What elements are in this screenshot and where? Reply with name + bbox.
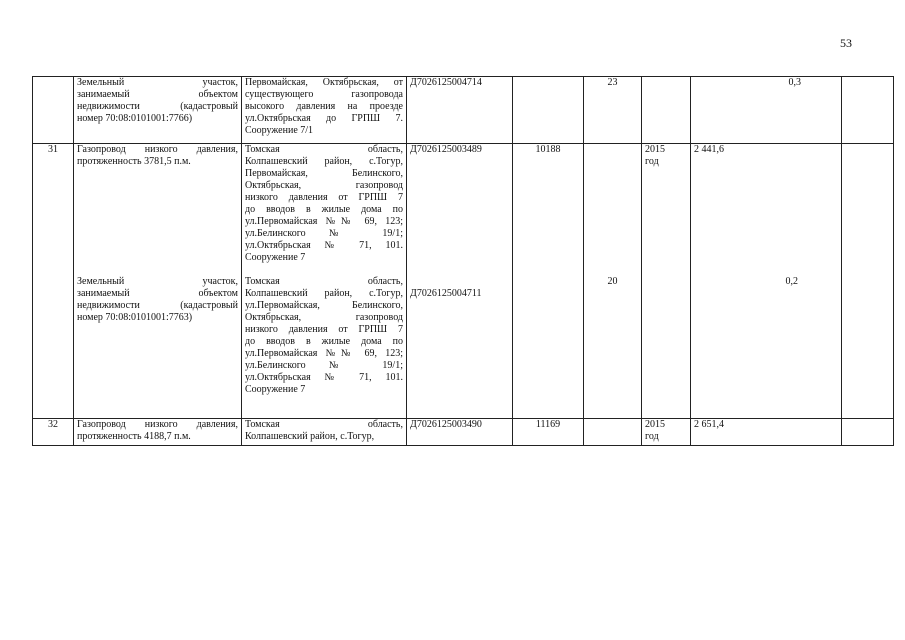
address-line: Октябрьская, газопровод bbox=[245, 312, 403, 323]
table-row bbox=[33, 419, 894, 446]
year-line: 2015 bbox=[645, 144, 665, 155]
length-value: 11169 bbox=[513, 419, 584, 446]
length-value: 10188 bbox=[513, 144, 584, 419]
address-line: Сооружение 7/1 bbox=[245, 125, 314, 136]
object-address bbox=[242, 77, 407, 144]
address-line: Томская область, bbox=[245, 144, 403, 155]
commission-year bbox=[642, 77, 691, 144]
address-line: Колпашевский район, с.Тогур, bbox=[245, 288, 403, 299]
name-line: протяженность 4188,7 п.м. bbox=[77, 431, 191, 442]
page-number: 53 bbox=[840, 36, 852, 50]
extra-cell bbox=[842, 77, 894, 144]
object-name bbox=[74, 77, 242, 144]
name-line: недвижимости (кадастровый bbox=[77, 101, 238, 112]
name-line: протяженность 3781,5 п.м. bbox=[77, 156, 191, 167]
address-line: ул.Первомайская, Белинского, bbox=[245, 300, 403, 311]
address-line: Томская область, bbox=[245, 276, 403, 287]
address-line: Сооружение 7 bbox=[245, 384, 306, 395]
commission-year bbox=[642, 144, 691, 419]
address-line: существующего газопровода bbox=[245, 89, 403, 100]
address-line: ул.Октябрьская № 71, 101. bbox=[245, 240, 403, 251]
length-value bbox=[513, 77, 584, 144]
name-line: номер 70:08:0101001:7766) bbox=[77, 113, 193, 124]
area-value bbox=[584, 144, 642, 419]
address-line: Томская область, bbox=[245, 419, 403, 430]
table-row bbox=[33, 77, 894, 144]
object-address bbox=[242, 144, 407, 419]
registry-id: Д7026125003490 bbox=[407, 419, 513, 446]
registry-id bbox=[407, 144, 513, 419]
name-line: недвижимости (кадастровый bbox=[77, 300, 238, 311]
address-line: Сооружение 7 bbox=[245, 252, 306, 263]
land-plot-address bbox=[245, 276, 403, 396]
address-line: ул.Октябрьская до ГРПШ 7. bbox=[245, 113, 403, 124]
address-line: ул.Белинского № 19/1; bbox=[245, 360, 403, 371]
address-line: ул.Первомайская №№ 69, 123; bbox=[245, 216, 403, 227]
area-ha-value: 0,3 bbox=[788, 77, 801, 88]
address-line: Первомайская, Белинского, bbox=[245, 168, 403, 179]
address-line: до вводов в жилые дома по bbox=[245, 204, 403, 215]
year-line: год bbox=[645, 431, 659, 442]
address-line: Колпашевский район, с.Тогур, bbox=[245, 431, 375, 442]
row-number: 32 bbox=[33, 419, 74, 446]
name-line: Земельный участок, bbox=[77, 276, 238, 287]
year-line: год bbox=[645, 156, 659, 167]
address-line: низкого давления от ГРПШ 7 bbox=[245, 324, 403, 335]
address-line: ул.Октябрьская № 71, 101. bbox=[245, 372, 403, 383]
area-value bbox=[584, 419, 642, 446]
name-line: занимаемый объектом bbox=[77, 89, 238, 100]
commission-year bbox=[642, 419, 691, 446]
address-line: Первомайская, Октябрьская, от bbox=[245, 77, 403, 88]
land-plot-name bbox=[77, 276, 238, 324]
cost-value bbox=[691, 144, 842, 419]
address-line: высокого давления на проезде bbox=[245, 101, 403, 112]
address-line: Колпашевский район, с.Тогур, bbox=[245, 156, 403, 167]
object-name bbox=[74, 419, 242, 446]
land-registry-id: Д7026125004711 bbox=[410, 288, 482, 299]
cost-value bbox=[691, 77, 842, 144]
name-line: Газопровод низкого давления, bbox=[77, 419, 238, 430]
object-address bbox=[242, 419, 407, 446]
address-line: ул.Первомайская №№ 69, 123; bbox=[245, 348, 403, 359]
address-line: Октябрьская, газопровод bbox=[245, 180, 403, 191]
cost-text: 2 441,6 bbox=[694, 144, 724, 155]
table-row bbox=[33, 144, 894, 419]
cost-value: 2 651,4 bbox=[691, 419, 842, 446]
extra-cell bbox=[842, 144, 894, 419]
name-line: номер 70:08:0101001:7763) bbox=[77, 312, 193, 323]
year-line: 2015 bbox=[645, 419, 665, 430]
registry-id: Д7026125004714 bbox=[407, 77, 513, 144]
row-number: 31 bbox=[33, 144, 74, 419]
address-line: ул.Белинского № 19/1; bbox=[245, 228, 403, 239]
row-number bbox=[33, 77, 74, 144]
area-value: 23 bbox=[584, 77, 642, 144]
name-line: занимаемый объектом bbox=[77, 288, 238, 299]
registry-id-text: Д7026125003489 bbox=[410, 144, 482, 155]
address-line: до вводов в жилые дома по bbox=[245, 336, 403, 347]
address-line: низкого давления от ГРПШ 7 bbox=[245, 192, 403, 203]
extra-cell bbox=[842, 419, 894, 446]
land-area-value: 20 bbox=[607, 276, 618, 287]
property-registry-table bbox=[32, 76, 894, 446]
name-line: Земельный участок, bbox=[77, 77, 238, 88]
name-line: Газопровод низкого давления, bbox=[77, 144, 238, 155]
object-name bbox=[74, 144, 242, 419]
land-area-ha-value: 0,2 bbox=[785, 276, 798, 287]
